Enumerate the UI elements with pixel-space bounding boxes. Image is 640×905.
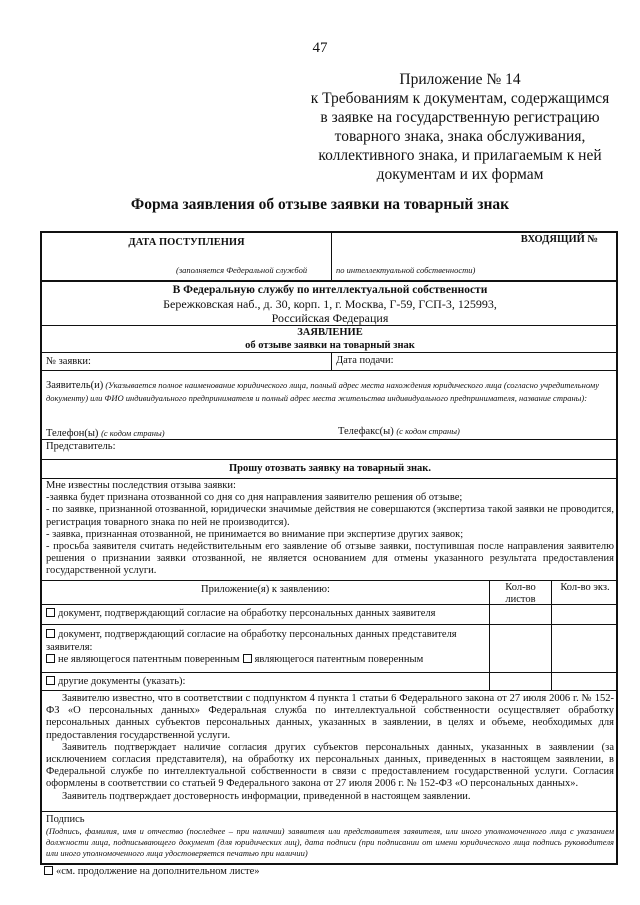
- application-number-field: № заявки:: [46, 356, 91, 367]
- divider: [42, 459, 618, 460]
- phone-note: (с кодом страны): [101, 428, 165, 438]
- statement-subtitle: об отзыве заявки на товарный знак: [245, 340, 415, 351]
- form-title: Форма заявления об отзыве заявки на товарный знак: [130, 196, 510, 213]
- form-frame: [40, 231, 618, 865]
- checkbox-not-patent-attorney[interactable]: [46, 654, 55, 663]
- consequence-item: -заявка будет признана отозванной со дня со дня направления заявителю решения об отзыве;: [46, 492, 463, 504]
- divider: [42, 811, 618, 812]
- representative-type-options: [46, 653, 423, 666]
- attachment-label: документ, подтверждающий согласие на обработку персональных данных заявителя: [58, 608, 436, 619]
- divider: [42, 580, 618, 581]
- attachment-row-other[interactable]: [46, 675, 185, 688]
- representative-field: Представитель:: [46, 441, 116, 452]
- option-label: не являющегося патентным поверенным: [58, 654, 240, 665]
- divider: [551, 580, 552, 691]
- receipt-date-label: ДАТА ПОСТУПЛЕНИЯ: [128, 237, 245, 248]
- appendix-line: документам и их формам: [376, 166, 544, 183]
- divider: [42, 280, 618, 282]
- attachment-label: документ, подтверждающий согласие на обработку персональных данных представителя: [58, 629, 457, 640]
- statement-title: ЗАЯВЛЕНИЕ: [297, 327, 363, 338]
- copies-column-header: Кол-во экз.: [560, 582, 610, 593]
- divider: [42, 370, 618, 371]
- applicant-note: (Указывается полное наименование юридического лица, полный адрес места нахождения юридического лица (согласно учредительному документу) или ФИО индивидуального предпринимателя и полный адрес места жительства индивидуального предпринимателя, название страны):: [46, 380, 599, 403]
- checkbox[interactable]: [46, 676, 55, 685]
- fax-note: (с кодом страны): [396, 426, 460, 436]
- continuation-label: «см. продолжение на дополнительном листе»: [56, 866, 260, 877]
- filing-date-field: Дата подачи:: [336, 355, 394, 366]
- continuation-option[interactable]: [44, 865, 260, 878]
- consequence-item: - заявка, признанная отозванной, не принимается во внимание при экспертизе других заявок;: [46, 528, 464, 540]
- consent-paragraph: Заявителю известно, что в соответствии с подпунктом 4 пункта 1 статьи 6 Федерального закона от 27 июля 2006 г. № 152-ФЗ «О персональных данных» Федеральная служба по интеллектуальной собственности осуществляет обработку персональных данных субъектов персональных данных, указанных в заявлении, в целях и объеме, необходимых для предоставления государственной услуги.: [46, 693, 614, 741]
- fax-field: [338, 425, 460, 438]
- signature-label: Подпись: [46, 814, 85, 825]
- divider: [42, 672, 618, 673]
- appendix-block: [300, 70, 620, 184]
- addressee-title: В Федеральную службу по интеллектуальной собственности: [172, 284, 488, 296]
- appendix-line: коллективного знака, и прилагаемым к ней: [318, 147, 602, 164]
- divider: [42, 439, 618, 440]
- appendix-title: Приложение № 14: [399, 71, 521, 88]
- appendix-line: товарного знака, знака обслуживания,: [334, 128, 586, 145]
- option-label: являющегося патентным поверенным: [254, 654, 424, 665]
- consequence-item: - просьба заявителя считать недействительным его заявление об отзыве заявки, поступившая после направления заявителю решения о признании заявки отозванной, не является основанием для отмены указанного результата предоставления государственной услуги.: [46, 541, 614, 577]
- checkbox[interactable]: [46, 608, 55, 617]
- divider: [42, 690, 618, 691]
- fax-label: Телефакс(ы): [338, 426, 394, 437]
- attachments-header: Приложение(я) к заявлению:: [201, 584, 330, 595]
- attachment-label: другие документы (указать):: [58, 676, 186, 687]
- appendix-line: в заявке на государственную регистрацию: [320, 109, 600, 126]
- appendix-line: к Требованиям к документам, содержащимся: [310, 90, 610, 107]
- divider: [42, 352, 618, 353]
- applicant-field: [46, 379, 614, 404]
- divider: [42, 604, 618, 605]
- consent-paragraph: Заявитель подтверждает достоверность информации, приведенной в настоящем заявлении.: [62, 790, 471, 802]
- consent-paragraph: Заявитель подтверждает наличие согласия других субъектов персональных данных, указанных в заявлении (за исключением согласия представителя), на обработку их персональных данных, приведенных в настоящем заявлении, в Федеральной службе по интеллектуальной собственности в связи с предоставлением государственной услуги. Согласия оформлены в соответствии со статьей 9 Федерального закона от 27 июля 2006 г. № 152-ФЗ «О персональных данных».: [46, 741, 614, 790]
- attachment-row-applicant-consent[interactable]: [46, 607, 436, 620]
- divider: [42, 624, 618, 625]
- page-number: 47: [312, 40, 328, 56]
- consent-block: [46, 693, 614, 803]
- attachment-row-continuation: заявителя:: [46, 642, 93, 653]
- checkbox[interactable]: [44, 866, 53, 875]
- phone-label: Телефон(ы): [46, 428, 99, 439]
- consequence-item: - по заявке, признанной отозванной, юридически значимые действия не совершаются (экспертиза такой заявки не проводится, регистрация товарного знака по ней не производится).: [46, 504, 614, 528]
- checkbox[interactable]: [46, 629, 55, 638]
- fill-note-left: (заполняется Федеральной службой: [176, 265, 308, 275]
- addressee-address: Бережковская наб., д. 30, корп. 1, г. Москва, Г-59, ГСП-3, 125993,: [163, 297, 497, 311]
- consequences-block: [46, 480, 614, 578]
- addressee-country: Российская Федерация: [271, 311, 389, 325]
- signature-note: (Подпись, фамилия, имя и отчество (последнее – при наличии) заявителя или представителя заявителя, или иного уполномоченного лица с указанием должности лица, подписывающего документ (для юридических лиц), дата подписи (при подписании от имени юридического лица подпись руководителя или иного уполномоченного лица удостоверяется печатью при наличии): [46, 826, 614, 858]
- sheets-column-header: Кол-во листов: [505, 582, 536, 605]
- request-text: Прошу отозвать заявку на товарный знак.: [229, 463, 431, 474]
- attachment-row-representative-consent[interactable]: [46, 628, 457, 641]
- incoming-number-label: ВХОДЯЩИЙ №: [520, 234, 598, 245]
- checkbox-patent-attorney[interactable]: [243, 654, 252, 663]
- divider: [331, 352, 332, 370]
- applicant-label: Заявитель(и): [46, 380, 104, 391]
- fill-note-right: по интеллектуальной собственности): [336, 265, 476, 275]
- consequences-intro: Мне известны последствия отзыва заявки:: [46, 480, 236, 491]
- divider: [42, 478, 618, 479]
